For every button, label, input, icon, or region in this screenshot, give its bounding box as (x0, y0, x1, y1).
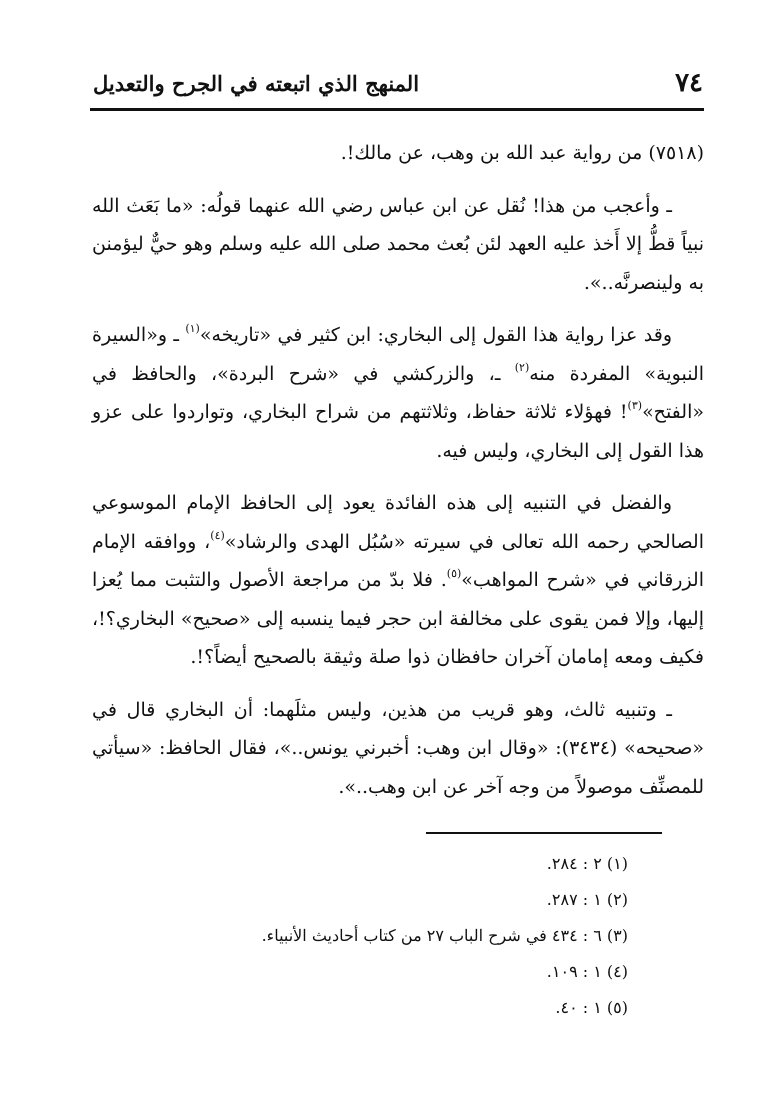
running-title: المنهج الذي اتبعته في الجرح والتعديل (93, 71, 420, 96)
footnote-5: (٥) ١ : ٤٠. (555, 998, 628, 1017)
paragraph-2: ـ وأعجب من هذا! نُقل عن ابن عباس رضي الله عنهما قولُه: «ما بَعَث الله نبياً قطُّ إلا أَخذ عليه العهد لئن بُعث محمد صلى الله عليه وسلم وهو حيٌّ ليؤمنن به ولينصرنَّه..». (92, 194, 704, 294)
paragraph-4 (92, 484, 704, 677)
footnote-1: (١) ٢ : ٢٨٤. (546, 854, 628, 873)
paragraph-3-text-a: وقد عزا رواية هذا القول إلى البخاري: ابن كثير في «تاريخه» (199, 324, 672, 346)
page-header (93, 64, 703, 104)
footnote-marker-2: (٢) (514, 360, 530, 374)
paragraph-4-text-b: ، ووافقه الإمام الزرقاني في «شرح المواهب» (92, 530, 704, 591)
footnote-marker-4: (٤) (210, 528, 225, 542)
footnote-3: (٣) ٦ : ٤٣٤ في شرح الباب ٢٧ من كتاب أحاديث الأنبياء. (261, 926, 628, 945)
paragraph-3-text-c: ـ، والزركشي في «شرح البردة»، والحافظ في «الفتح» (92, 362, 704, 423)
paragraph-3-text-d: ! فهؤلاء ثلاثة حفاظ، وثلاثتهم من شراح البخاري، وتواردوا على عزو هذا القول إلى البخاري، وليس فيه. (92, 401, 704, 462)
footnote-divider (426, 832, 662, 834)
page-number: ٧٤ (675, 68, 703, 98)
footnote-4: (٤) ١ : ١٠٩. (546, 962, 628, 981)
footnote-marker-5: (٥) (446, 567, 462, 580)
footnote-marker-1: (١) (185, 322, 200, 335)
header-divider (90, 108, 704, 111)
paragraph-3 (92, 316, 704, 470)
footnotes (200, 846, 628, 1026)
footnote-2: (٢) ١ : ٢٨٧. (546, 890, 628, 909)
main-text (92, 134, 704, 806)
paragraph-4-text-c: . فلا بدّ من مراجعة الأصول والتثبت مما يُعزا إليها، وإلا فمن يقوى على مخالفة ابن حجر فيما ينسبه إلى «صحيح» البخاري؟!، فكيف ومعه إمامان آخران حافظان ذوا صلة وثيقة بالصحيح أيضاً؟!. (92, 569, 704, 668)
paragraph-4-text-a: والفضل في التنبيه إلى هذه الفائدة يعود إلى الحافظ الإمام الموسوعي الصالحي رحمه الله تعالى في سيرته «سُبُل الهدى والرشاد» (92, 492, 704, 553)
footnote-marker-3: (٣) (627, 399, 643, 412)
paragraph-1: (٧٥١٨) من رواية عبد الله بن وهب، عن مالك!. (340, 142, 704, 164)
paragraph-3-text-b: ـ و«السيرة النبوية» المفردة منه (92, 324, 704, 385)
paragraph-5: ـ وتنبيه ثالث، وهو قريب من هذين، وليس مثلَهما: أن البخاري قال في «صحيحه» (٣٤٣٤): «وقال ابن وهب: أخبرني يونس..»، فقال الحافظ: «سيأتي للمصنِّف موصولاً من وجه آخر عن ابن وهب..». (92, 698, 704, 798)
